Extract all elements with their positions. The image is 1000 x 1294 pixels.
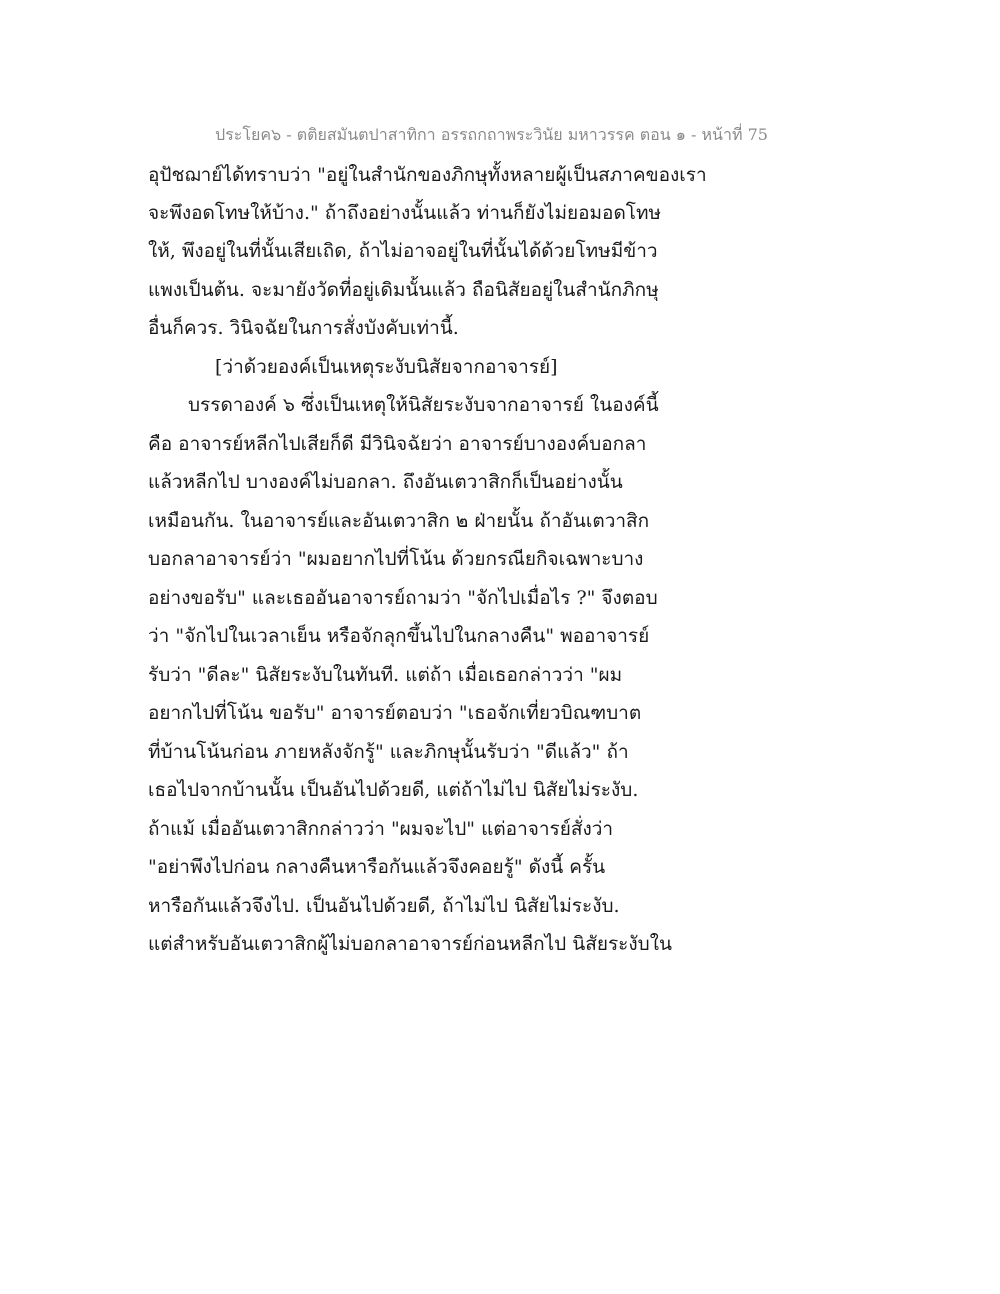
text-line: เหมือนกัน. ในอาจารย์และอันเตวาสิก ๒ ฝ่ายนั้น ถ้าอันเตวาสิก <box>148 510 650 532</box>
text-line: รับว่า "ดีละ" นิสัยระงับในทันที. แต่ถ้า เมื่อเธอกล่าวว่า "ผม <box>148 664 623 686</box>
text-line: แล้วหลีกไป บางองค์ไม่บอกลา. ถึงอันเตวาสิกก็เป็นอย่างนั้น <box>148 471 623 493</box>
page-header: ประโยค๖ - ตติยสมันตปาสาทิกา อรรถกถาพระวินัย มหาวรรค ตอน ๑ - หน้าที่ 75 <box>215 125 768 144</box>
text-line: บรรดาองค์ ๖ ซึ่งเป็นเหตุให้นิสัยระงับจากอาจารย์ ในองค์นี้ <box>188 394 659 416</box>
text-line: อุปัชฌาย์ได้ทราบว่า "อยู่ในสำนักของภิกษุทั้งหลายผู้เป็นสภาคของเรา <box>148 164 707 186</box>
text-line: "อย่าพึงไปก่อน กลางคืนหารือกันแล้วจึงคอยรู้" ดังนี้ ครั้น <box>148 856 606 878</box>
text-line: อยากไปที่โน้น ขอรับ" อาจารย์ตอบว่า "เธอจักเที่ยวบิณฑบาต <box>148 702 642 724</box>
text-line: คือ อาจารย์หลีกไปเสียก็ดี มีวินิจฉัยว่า อาจารย์บางองค์บอกลา <box>148 433 647 455</box>
text-line: แพงเป็นต้น. จะมายังวัดที่อยู่เดิมนั้นแล้ว ถือนิสัยอยู่ในสำนักภิกษุ <box>148 279 659 301</box>
text-line: บอกลาอาจารย์ว่า "ผมอยากไปที่โน้น ด้วยกรณียกิจเฉพาะบาง <box>148 548 644 570</box>
text-line: เธอไปจากบ้านนั้น เป็นอันไปด้วยดี, แต่ถ้าไม่ไป นิสัยไม่ระงับ. <box>148 779 639 801</box>
text-line: แต่สำหรับอันเตวาสิกผู้ไม่บอกลาอาจารย์ก่อนหลีกไป นิสัยระงับใน <box>148 933 672 955</box>
text-line: ถ้าแม้ เมื่ออันเตวาสิกกล่าวว่า "ผมจะไป" แต่อาจารย์สั่งว่า <box>148 818 614 840</box>
section-heading: [ว่าด้วยองค์เป็นเหตุระงับนิสัยจากอาจารย์] <box>215 356 558 378</box>
text-line: อื่นก็ควร. วินิจฉัยในการสั่งบังคับเท่านี้. <box>148 317 459 339</box>
text-line: ให้, พึงอยู่ในที่นั้นเสียเถิด, ถ้าไม่อาจอยู่ในที่นั้นได้ด้วยโทษมีข้าว <box>148 240 658 262</box>
text-line: หารือกันแล้วจึงไป. เป็นอันไปด้วยดี, ถ้าไม่ไป นิสัยไม่ระงับ. <box>148 895 620 917</box>
text-line: ที่บ้านโน้นก่อน ภายหลังจักรู้" และภิกษุนั้นรับว่า "ดีแล้ว" ถ้า <box>148 741 629 763</box>
text-line: อย่างขอรับ" และเธออันอาจารย์ถามว่า "จักไปเมื่อไร ?" จึงตอบ <box>148 587 658 609</box>
text-line: ว่า "จักไปในเวลาเย็น หรือจักลุกขึ้นไปในกลางคืน" พออาจารย์ <box>148 625 650 647</box>
text-line: จะพึงอดโทษให้บ้าง." ถ้าถึงอย่างนั้นแล้ว ท่านก็ยังไม่ยอมอดโทษ <box>148 202 662 224</box>
